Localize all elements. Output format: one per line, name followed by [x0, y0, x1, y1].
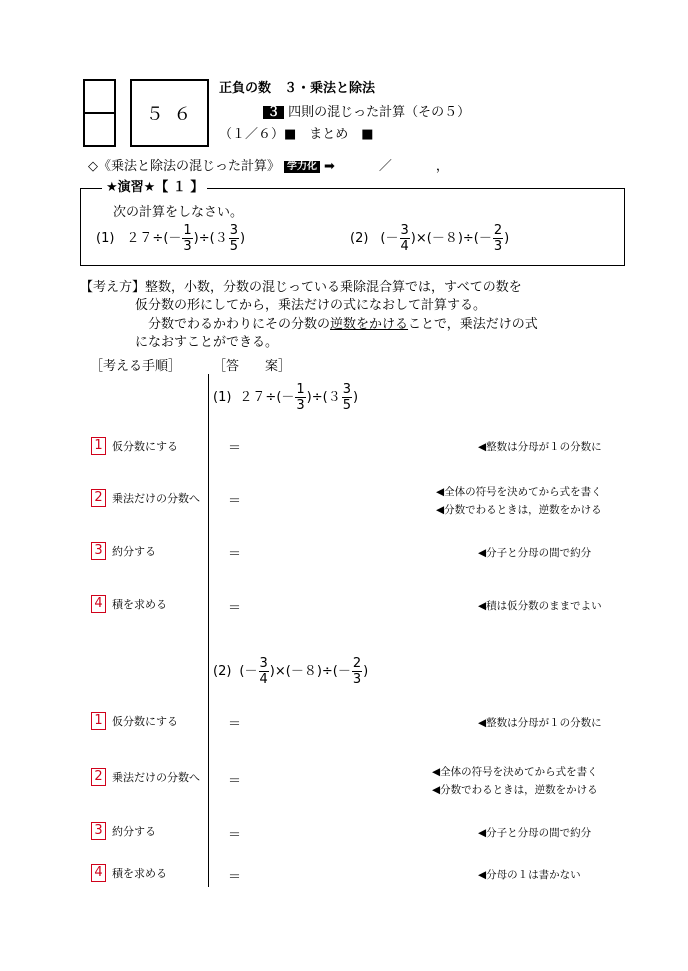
hint-reduce: ◀分子と分母の間で約分 — [478, 547, 592, 559]
numerator: 1 — [296, 382, 305, 397]
approach-line-2: 仮分数の形にしてから，乗法だけの式になおして計算する。 — [135, 298, 487, 313]
section-title-row — [88, 160, 455, 173]
problem-2-part-a: (－ — [380, 231, 399, 246]
step-label: 約分する — [112, 545, 156, 558]
progress-line: （１／６）■ まとめ ■ — [219, 127, 374, 142]
hint-reduce: ◀分子と分母の間で約分 — [478, 827, 592, 839]
approach-label: 【考え方】 — [80, 280, 146, 295]
hint-omit-denominator: ◀分母の１は書かない — [478, 869, 581, 881]
answer-1-fraction-2 — [342, 383, 352, 412]
answer-1-fraction-1 — [295, 383, 305, 412]
lesson-title: 四則の混じった計算（その５） — [288, 105, 471, 120]
column-divider — [208, 374, 209, 887]
step-label: 乗法だけの分数へ — [112, 492, 200, 505]
equals-sign: ＝ — [228, 717, 242, 732]
numerator: 3 — [259, 656, 268, 671]
step-label: 仮分数にする — [112, 715, 178, 728]
problem-1-part-a: ２７÷(－ — [126, 231, 182, 246]
approach-line-4: になおすことができる。 — [135, 335, 279, 350]
problem-1-part-b: )÷(３ — [193, 231, 228, 246]
answer-2-label: (2) — [213, 664, 232, 679]
problem-2 — [350, 224, 509, 253]
problem-2-fraction-2 — [493, 224, 503, 253]
exercise-label: ★演習★【 １ 】 — [102, 181, 207, 194]
answer-2-fraction-2 — [352, 657, 362, 686]
equals-sign: ＝ — [228, 547, 242, 562]
page-number-box — [130, 79, 209, 147]
step-number: 2 — [91, 768, 106, 786]
step-number: 2 — [91, 489, 106, 507]
equals-sign: ＝ — [228, 774, 242, 789]
id-box-divider — [83, 112, 116, 114]
numerator: 1 — [183, 223, 192, 238]
equals-sign: ＝ — [228, 870, 242, 885]
numerator: 3 — [342, 382, 351, 397]
hint-improper-ok: ◀積は仮分数のままでよい — [478, 600, 602, 612]
approach-text-3c: ことで，乗法だけの式 — [408, 317, 538, 332]
steps-column-header: ［考える手順］ — [90, 359, 182, 374]
unit-title: 正負の数 ３・乗法と除法 — [219, 81, 376, 96]
step-label: 仮分数にする — [112, 440, 178, 453]
approach-text-1: 整数，小数，分数の混じっている乗除混合算では，すべての数を — [145, 280, 522, 295]
denominator: 3 — [183, 239, 192, 254]
problem-1-fraction-2 — [229, 224, 239, 253]
step-number: 4 — [91, 595, 106, 613]
lesson-title-row — [263, 106, 470, 119]
denominator: 3 — [493, 239, 503, 254]
step-1-convert — [91, 712, 178, 730]
arrow-icon: ➡ — [324, 159, 335, 174]
hint-whole-number: ◀整数は分母が１の分数に — [478, 717, 602, 729]
answer-1-part-b: )÷(３ — [306, 390, 341, 405]
denominator: 3 — [296, 398, 305, 413]
answer-2-part-b: )×(－８)÷(－ — [269, 664, 351, 679]
denominator: 4 — [259, 672, 268, 687]
numerator: 3 — [400, 223, 409, 238]
step-1-convert — [91, 437, 178, 455]
denominator: 3 — [352, 672, 362, 687]
step-4-product — [91, 864, 167, 882]
answer-1-label: (1) — [213, 390, 232, 405]
page-number: ５ ６ — [145, 104, 194, 125]
problem-1-label: (1) — [96, 231, 115, 246]
approach-line-3 — [148, 318, 538, 331]
gakuryokuka-tag: 学力化 — [284, 161, 320, 173]
numerator: 2 — [493, 223, 503, 238]
equals-sign: ＝ — [228, 828, 242, 843]
answer-2-part-a: (－ — [239, 664, 258, 679]
lesson-number: ３ — [263, 106, 284, 119]
hint-reciprocal: ◀分数でわるときは，逆数をかける — [436, 504, 602, 516]
answer-2-fraction-1 — [259, 657, 269, 686]
numerator: 3 — [229, 223, 238, 238]
date-field: ／ ， — [378, 159, 455, 174]
approach-text-3a: 分数でわるかわりにその分数の — [148, 317, 331, 332]
problem-1-part-c: ) — [240, 231, 246, 246]
equals-sign: ＝ — [228, 441, 242, 456]
answer-column-header: ［答 案］ — [213, 359, 292, 374]
numerator: 2 — [352, 656, 362, 671]
equals-sign: ＝ — [228, 494, 242, 509]
section-title: ◇《乗法と除法の混じった計算》 — [88, 159, 280, 174]
problem-2-part-b: )×(－８)÷(－ — [410, 231, 492, 246]
approach-reciprocal: 逆数をかける — [330, 317, 409, 332]
denominator: 5 — [229, 239, 238, 254]
hint-reciprocal: ◀分数でわるときは，逆数をかける — [432, 784, 598, 796]
denominator: 5 — [342, 398, 351, 413]
problem-1-fraction-1 — [182, 224, 192, 253]
equals-sign: ＝ — [228, 601, 242, 616]
hint-whole-number: ◀整数は分母が１の分数に — [478, 441, 602, 453]
answer-2-part-c: ) — [363, 664, 369, 679]
hint-sign-first: ◀全体の符号を決めてから式を書く — [432, 766, 598, 778]
step-label: 積を求める — [112, 867, 167, 880]
approach-line-1 — [80, 281, 522, 294]
denominator: 4 — [400, 239, 409, 254]
step-2-multiply-only — [91, 489, 200, 507]
answer-2-problem — [213, 657, 368, 686]
step-number: 3 — [91, 822, 106, 840]
answer-1-problem — [213, 383, 358, 412]
step-label: 約分する — [112, 825, 156, 838]
exercise-instruction: 次の計算をしなさい。 — [113, 205, 244, 220]
hint-sign-first: ◀全体の符号を決めてから式を書く — [436, 486, 602, 498]
answer-1-part-c: ) — [353, 390, 359, 405]
step-number: 3 — [91, 542, 106, 560]
problem-1 — [96, 224, 245, 253]
answer-1-part-a: ２７÷(－ — [239, 390, 295, 405]
problem-2-part-c: ) — [504, 231, 510, 246]
step-2-multiply-only — [91, 768, 200, 786]
step-label: 乗法だけの分数へ — [112, 771, 200, 784]
step-label: 積を求める — [112, 598, 167, 611]
step-4-product — [91, 595, 167, 613]
step-3-reduce — [91, 542, 156, 560]
step-number: 1 — [91, 712, 106, 730]
step-number: 4 — [91, 864, 106, 882]
problem-2-fraction-1 — [400, 224, 410, 253]
step-3-reduce — [91, 822, 156, 840]
step-number: 1 — [91, 437, 106, 455]
problem-2-label: (2) — [350, 231, 369, 246]
